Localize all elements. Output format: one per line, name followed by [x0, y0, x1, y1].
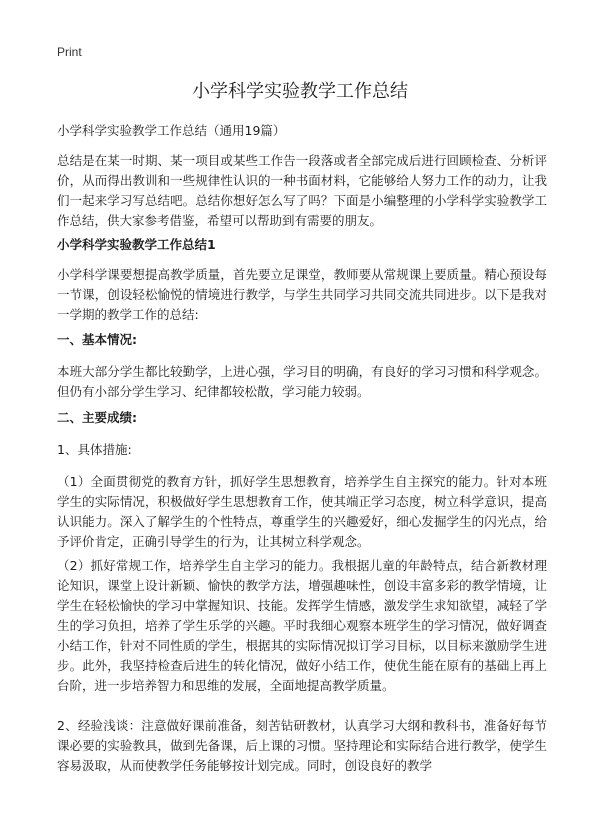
measure-1-paragraph: （1）全面贯彻党的教育方针，抓好学生思想教育，培养学生自主探究的能力。针对本班学生的实际情况，积极做好学生思想教育工作，使其端正学习态度，树立科学意识，提高认识能力。深入了解学生的个性特点，尊重学生的兴趣爱好，细心发掘学生的闪光点，给予评价肯定，正确引导学生的行为，让其树立科学观念。	[57, 474, 547, 549]
intro-paragraph: 总结是在某一时期、某一项目或某些工作告一段落或者全部完成后进行回顾检查、分析评价，从而得出教训和一些规律性认识的一种书面材料，它能够给人努力工作的动力，让我们一起来学习写总结吧。总结你想好怎么写了吗？下面是小编整理的小学科学实验教学工作总结，供大家参考借鉴，希望可以帮助到有需要的朋友。	[57, 153, 547, 228]
basic-situation-paragraph: 本班大部分学生都比较勤学，上进心强，学习目的明确，有良好的学习习惯和科学观念。但仍有小部分学生学习、纪律都较松散，学习能力较弱。	[57, 364, 547, 399]
measure-2-paragraph: （2）抓好常规工作，培养学生自主学习的能力。我根据儿童的年龄特点，结合新教材理论知识，课堂上设计新颖、愉快的教学方法，增强趣味性，创设丰富多彩的教学情境，让学生在轻松愉快的学习中掌握知识、技能。发挥学生情感，激发学生求知欲望，减轻了学生的学习负担，培养了学生乐学的兴趣。平时我细心观察本班学生的学习情况，做好调查小结工作，针对不同性质的学生，根据其的实际情况拟订学习目标，以目标来激励学生进步。此外，我坚持检查后进生的转化情况，做好小结工作，使优生能在原有的基础上再上台阶，进一步培养智力和思维的发展，全面地提高教学质量。	[57, 558, 547, 693]
section1-paragraph: 小学科学课要想提高教学质量，首先要立足课堂，教师要从常规课上要质量。精心预设每一节课，创设轻松愉悦的情境进行教学，与学生共同学习共同交流共同进步。以下是我对一学期的教学工作的总结:	[57, 267, 547, 322]
document-subtitle: 小学科学实验教学工作总结（通用19篇）	[57, 123, 286, 138]
experience-paragraph: 2、经验浅谈：注意做好课前准备，刻苦钻研教材，认真学习大纲和教科书，准备好每节课必要的实验教具，做到先备课，后上课的习惯。坚持理论和实际结合进行教学，使学生容易汲取，从而使教学任务能够按计划完成。同时，创设良好的教学	[57, 718, 547, 773]
section-heading-1: 小学科学实验教学工作总结1	[57, 237, 216, 252]
main-results-heading: 二、主要成绩:	[57, 410, 137, 425]
basic-situation-heading: 一、基本情况:	[57, 332, 137, 347]
page-title: 小学科学实验教学工作总结	[192, 81, 408, 102]
measures-subheading: 1、具体措施:	[57, 442, 132, 457]
print-link[interactable]: Print	[57, 45, 82, 59]
